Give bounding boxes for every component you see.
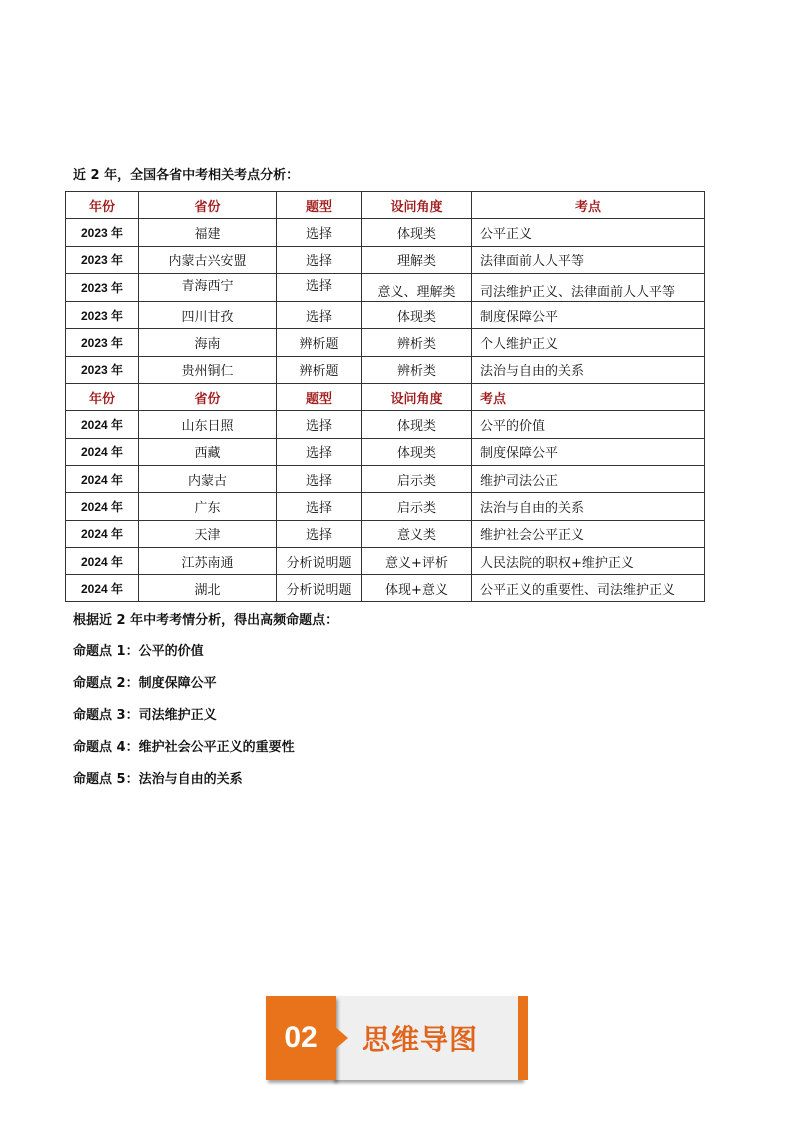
table-cell: 意义类 (362, 520, 472, 547)
table-cell: 选择 (277, 465, 362, 492)
table-row (66, 547, 705, 574)
table-header-cell: 考点 (472, 192, 705, 219)
proposition-point: 命题点 4：维护社会公平正义的重要性 (73, 740, 295, 755)
table-cell: 2024 年 (66, 575, 139, 602)
table-cell: 四川甘孜 (139, 302, 277, 329)
table-header-cell: 题型 (277, 384, 362, 411)
table-cell: 贵州铜仁 (139, 356, 277, 383)
table-cell: 2023 年 (66, 302, 139, 329)
table-row (66, 465, 705, 492)
table-cell: 个人维护正义 (472, 329, 705, 356)
table-row (66, 302, 705, 329)
table-cell: 制度保障公平 (472, 438, 705, 465)
table-cell: 2023 年 (66, 246, 139, 273)
table-cell: 西藏 (139, 438, 277, 465)
table-cell: 法治与自由的关系 (472, 493, 705, 520)
section-title: 思维导图 (362, 1023, 479, 1056)
table-cell: 维护司法公正 (472, 465, 705, 492)
proposition-point: 命题点 2：制度保障公平 (73, 676, 217, 691)
table-cell: 2023 年 (66, 329, 139, 356)
table-cell: 2023 年 (66, 219, 139, 246)
table-cell: 辨析类 (362, 356, 472, 383)
table-row (66, 411, 705, 438)
table-cell: 体现类 (362, 302, 472, 329)
table-cell: 公平正义的重要性、司法维护正义 (472, 575, 705, 602)
table-cell: 选择 (277, 493, 362, 520)
table-cell: 分析说明题 (277, 575, 362, 602)
table-cell: 法律面前人人平等 (472, 246, 705, 273)
proposition-point: 命题点 5：法治与自由的关系 (73, 772, 243, 787)
summary-text: 根据近 2 年中考考情分析，得出高频命题点： (73, 613, 339, 628)
table-cell: 广东 (139, 493, 277, 520)
table-row (66, 493, 705, 520)
table-header-cell: 设问角度 (362, 384, 472, 411)
table-cell: 公平正义 (472, 219, 705, 246)
table-cell: 人民法院的职权+维护正义 (472, 547, 705, 574)
table-cell: 意义+评析 (362, 547, 472, 574)
table-cell: 2024 年 (66, 547, 139, 574)
table-cell: 法治与自由的关系 (472, 356, 705, 383)
table-cell: 2023 年 (66, 273, 139, 301)
table-cell: 2024 年 (66, 493, 139, 520)
table-cell: 福建 (139, 219, 277, 246)
table-cell: 2023 年 (66, 356, 139, 383)
table-row (66, 219, 705, 246)
table-cell: 体现类 (362, 219, 472, 246)
table-cell: 山东日照 (139, 411, 277, 438)
proposition-points (73, 640, 295, 800)
section-banner (266, 996, 528, 1084)
table-cell: 青海西宁 (139, 273, 277, 301)
table-cell: 湖北 (139, 575, 277, 602)
table-cell: 体现+意义 (362, 575, 472, 602)
table-cell: 理解类 (362, 246, 472, 273)
table-row (66, 575, 705, 602)
table-cell: 天津 (139, 520, 277, 547)
table-header-cell: 年份 (66, 192, 139, 219)
table-cell: 内蒙古兴安盟 (139, 246, 277, 273)
table-cell: 江苏南通 (139, 547, 277, 574)
table-cell: 选择 (277, 302, 362, 329)
table-cell: 2024 年 (66, 438, 139, 465)
proposition-point: 命题点 3：司法维护正义 (73, 708, 217, 723)
table-cell: 选择 (277, 411, 362, 438)
table-cell: 辨析题 (277, 329, 362, 356)
table-cell: 2024 年 (66, 411, 139, 438)
table-row (66, 329, 705, 356)
table-cell: 选择 (277, 246, 362, 273)
table-cell: 启示类 (362, 493, 472, 520)
proposition-point: 命题点 1：公平的价值 (73, 644, 204, 659)
table-header-cell: 省份 (139, 192, 277, 219)
table-row (66, 520, 705, 547)
table-cell: 2024 年 (66, 465, 139, 492)
table-cell: 选择 (277, 438, 362, 465)
intro-text: 近 2 年，全国各省中考相关考点分析： (73, 168, 300, 183)
table-cell: 辨析类 (362, 329, 472, 356)
table-cell: 海南 (139, 329, 277, 356)
table-cell: 制度保障公平 (472, 302, 705, 329)
banner-edge (518, 996, 528, 1080)
table-cell: 选择 (277, 520, 362, 547)
section-number: 02 (266, 996, 336, 1080)
table-row (66, 438, 705, 465)
table-cell: 启示类 (362, 465, 472, 492)
table-cell: 分析说明题 (277, 547, 362, 574)
table-header-cell: 省份 (139, 384, 277, 411)
table-cell: 维护社会公平正义 (472, 520, 705, 547)
table-header-row (66, 192, 705, 219)
exam-analysis-table (65, 191, 705, 602)
table-header-cell: 题型 (277, 192, 362, 219)
table-header-row (66, 384, 705, 411)
table-row (66, 273, 705, 301)
table-header-cell: 考点 (472, 384, 705, 411)
table-cell: 体现类 (362, 438, 472, 465)
table-cell: 体现类 (362, 411, 472, 438)
table-cell: 选择 (277, 273, 362, 301)
table-cell: 公平的价值 (472, 411, 705, 438)
table-header-cell: 设问角度 (362, 192, 472, 219)
table-row (66, 246, 705, 273)
table-header-cell: 年份 (66, 384, 139, 411)
chevron-right-icon (334, 996, 354, 1080)
table-cell: 辨析题 (277, 356, 362, 383)
table-cell: 司法维护正义、法律面前人人平等 (472, 273, 705, 301)
table-cell: 内蒙古 (139, 465, 277, 492)
table-cell: 2024 年 (66, 520, 139, 547)
table-cell: 意义、理解类 (362, 273, 472, 301)
table-row (66, 356, 705, 383)
table-cell: 选择 (277, 219, 362, 246)
